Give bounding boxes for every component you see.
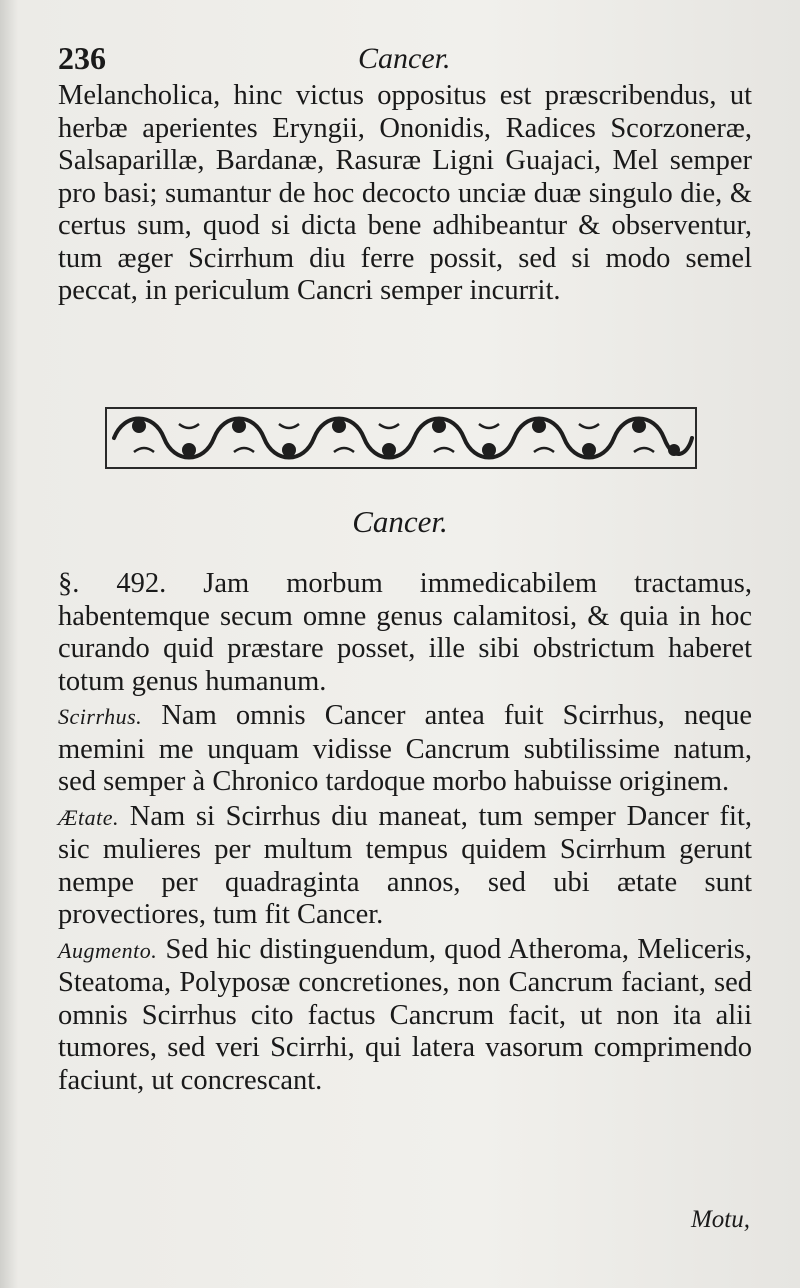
running-title: Cancer. [358, 42, 451, 75]
page-number: 236 [58, 40, 106, 76]
carry-over-text: Melancholica, hinc victus oppositus est præscribendus, ut herbæ aperientes Eryngii, Ononidis, Radices Scorzoneræ, Salsaparillæ, Bardanæ, Rasuræ Ligni Guajaci, Mel semper pro basi; sumantur de hoc decocto unciæ duæ singulo die, & certus sum, quod si dicta bene adhibeantur & observentur, tum æger Scirrhum diu ferre possit, sed si modo semel peccat, in periculum Cancri semper incurrit. [58, 80, 752, 306]
catchword: Motu, [690, 1206, 750, 1233]
paragraph-aetate [58, 801, 752, 932]
paragraph-text: Sed hic distinguendum, quod Atheroma, Meliceris, Steatoma, Polyposæ concretiones, non Cancrum faciant, sed omnis Scirrhus cito factus Cancrum facit, ut non ita alii tumores, sed veri Scirrhi, qui latera vasorum comprimendo faciunt, ut concrescant. [58, 933, 753, 1096]
section-body [58, 568, 752, 1097]
marginal-heading-augmento: Augmento. [58, 937, 158, 963]
decorative-headpiece-ornament [104, 402, 698, 474]
section-title: Cancer. [352, 504, 448, 539]
paragraph-text: Nam si Scirrhus diu maneat, tum semper Dancer fit, sic mulieres per multum tempus quidem Scirrhum gerunt nempe per quadraginta annos, sed ubi ætate sunt provectiores, tum fit Cancer. [58, 800, 753, 930]
marginal-heading-aetate: Ætate. [58, 804, 120, 830]
paragraph-text: Nam omnis Cancer antea fuit Scirrhus, neque memini me unquam vidisse Cancrum subtilissime natum, sed semper à Chronico tardoque morbo habuisse originem. [58, 700, 752, 797]
paragraph-scirrhus [58, 700, 752, 799]
marginal-heading-scirrhus: Scirrhus. [58, 704, 143, 729]
paragraph-augmento [58, 934, 752, 1098]
carry-over-paragraph [58, 80, 752, 308]
paragraph-492 [58, 568, 752, 698]
paragraph-text: §. 492. Jam morbum immedicabilem tractamus, habentemque secum omne genus calamitosi, & quia in hoc curando quid præstare posset, ille sibi obstrictum haberet totum genus humanum. [58, 568, 752, 697]
